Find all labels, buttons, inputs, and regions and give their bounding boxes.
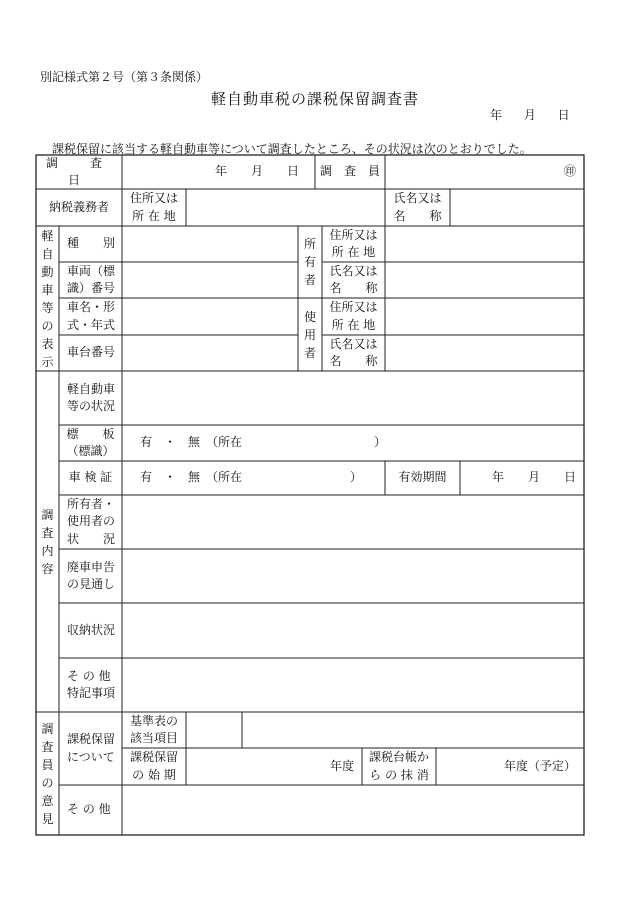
vehicle-model-field[interactable] bbox=[122, 298, 298, 335]
owner-label: 所 有 者 bbox=[303, 237, 316, 287]
taxpayer-name-label: 氏名又は 名 称 bbox=[393, 191, 442, 223]
other-notes-field[interactable] bbox=[122, 658, 584, 712]
validity-date-field[interactable]: 年 月 日 bbox=[491, 470, 576, 485]
taxpayer-address-label: 住所又は 所 在 地 bbox=[129, 191, 178, 223]
payment-status-label: 収納状況 bbox=[67, 622, 116, 637]
plate-status-field[interactable]: 有 ・ 無 （所在 ） bbox=[140, 435, 387, 450]
opinion-section-label: 調 査 員 の 意 見 bbox=[41, 721, 54, 826]
vehicle-type-field[interactable] bbox=[122, 226, 298, 262]
owner-status-label: 所有者・ 使用者の 状 況 bbox=[67, 496, 116, 546]
hold-start-label: 課税保留 の 始 期 bbox=[129, 750, 178, 782]
investigator-seal-field[interactable] bbox=[385, 155, 584, 189]
vehicle-model-label: 車名・形 式・年式 bbox=[67, 300, 116, 332]
survey-date-label: 調 査 日 bbox=[45, 155, 135, 187]
survey-date-field[interactable]: 年 月 日 bbox=[214, 164, 299, 179]
ledger-delete-label: 課税台帳か ら の 抹 消 bbox=[368, 750, 429, 782]
criteria-field[interactable] bbox=[186, 712, 242, 748]
survey-content-section-label: 調 査 内 容 bbox=[41, 507, 54, 576]
vehicle-status-label: 軽自動車 等の状況 bbox=[67, 381, 116, 413]
user-name-label: 氏名又は 名 称 bbox=[329, 336, 378, 368]
inspection-label: 車 検 証 bbox=[68, 470, 113, 485]
form-number: 別記様式第２号（第３条関係） bbox=[40, 70, 209, 84]
scrap-outlook-field[interactable] bbox=[122, 549, 584, 603]
criteria-detail-field[interactable] bbox=[242, 712, 584, 748]
owner-name-field[interactable] bbox=[385, 262, 584, 298]
ledger-delete-field[interactable]: 年度（予定） bbox=[503, 758, 576, 773]
owner-status-field[interactable] bbox=[122, 495, 584, 549]
vehicle-status-field[interactable] bbox=[122, 371, 584, 425]
other-notes-label: そ の 他 特記事項 bbox=[67, 668, 116, 700]
plate-label: 標 板 （標識） bbox=[66, 426, 115, 458]
vehicle-plate-label: 車両（標 識）番号 bbox=[67, 263, 116, 295]
scrap-outlook-label: 廃車申告 の見通し bbox=[67, 559, 116, 591]
taxpayer-label: 納税義務者 bbox=[48, 199, 109, 214]
vehicle-chassis-label: 車台番号 bbox=[67, 345, 116, 360]
tax-hold-label: 課税保留 について bbox=[67, 732, 116, 764]
taxpayer-name-field[interactable] bbox=[450, 189, 584, 226]
vehicle-plate-field[interactable] bbox=[122, 262, 298, 298]
opinion-other-label: そ の 他 bbox=[67, 802, 111, 817]
seal-mark: ㊞ bbox=[563, 164, 576, 179]
user-address-label: 住所又は 所 在 地 bbox=[329, 300, 378, 332]
vehicle-section-label: 軽 自 動 車 等 の 表 示 bbox=[41, 228, 54, 369]
user-name-field[interactable] bbox=[385, 335, 584, 371]
vehicle-chassis-field[interactable] bbox=[122, 335, 298, 371]
validity-label: 有効期間 bbox=[398, 470, 447, 485]
taxpayer-address-field[interactable] bbox=[186, 189, 385, 226]
user-address-field[interactable] bbox=[385, 298, 584, 335]
document-date: 年 月 日 bbox=[490, 108, 570, 122]
criteria-label: 基準表の 該当項目 bbox=[129, 713, 178, 745]
document-title: 軽自動車税の課税保留調査書 bbox=[210, 90, 419, 108]
user-label: 使 用 者 bbox=[303, 309, 316, 360]
opinion-other-field[interactable] bbox=[122, 785, 584, 835]
hold-start-field[interactable]: 年度 bbox=[329, 758, 354, 773]
vehicle-type-label: 種 別 bbox=[67, 236, 116, 251]
investigator-label: 調 査 員 bbox=[319, 164, 380, 179]
owner-address-label: 住所又は 所 在 地 bbox=[329, 227, 378, 259]
payment-status-field[interactable] bbox=[122, 603, 584, 658]
owner-name-label: 氏名又は 名 称 bbox=[329, 263, 378, 295]
owner-address-field[interactable] bbox=[385, 226, 584, 262]
inspection-status-field[interactable]: 有 ・ 無 （所在 ） bbox=[140, 470, 363, 485]
intro-text: 課税保留に該当する軽自動車等について調査したところ、その状況は次のとおりでした。 bbox=[52, 142, 532, 156]
